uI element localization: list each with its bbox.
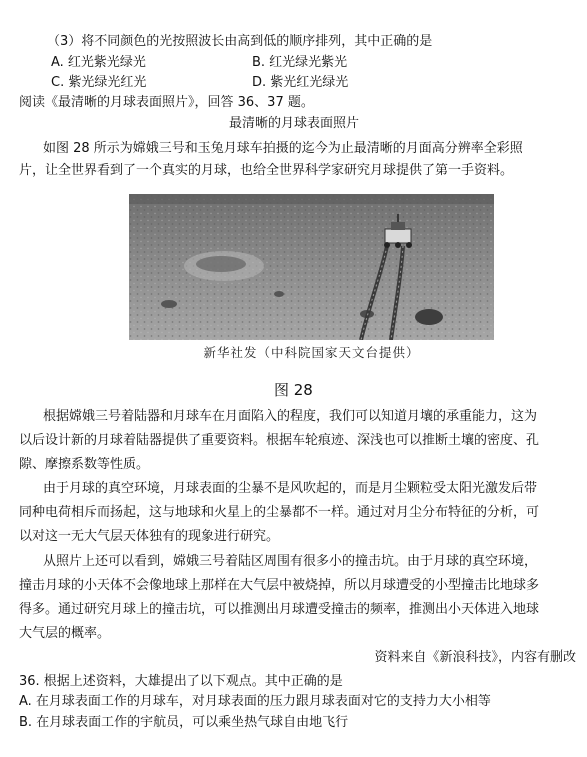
- paragraph-line: 以对这一无大气层天体独有的现象进行研究。: [19, 529, 280, 544]
- option-c: C. 紫光绿光红光: [51, 75, 147, 90]
- lunar-photo-image: [129, 194, 494, 340]
- paragraph-line: 以后设计新的月球着陆器提供了重要资料。根据车轮痕迹、深浅也可以推断土壤的密度、孔: [19, 433, 540, 448]
- paragraph-line: 撞击月球的小天体不会像地球上那样在大气层中被烧掉，所以月球遭受的小型撞击比地球多: [19, 578, 540, 593]
- reading-intro: 阅读《最清晰的月球表面照片》，回答 36、37 题。: [19, 95, 314, 110]
- paragraph-line: 得多。通过研究月球上的撞击坑，可以推测出月球遭受撞击的频率，推测出小天体进入地球: [19, 602, 540, 617]
- paragraph-line: 由于月球的真空环境，月球表面的尘暴不是风吹起的，而是月尘颗粒受太阳光激发后带: [43, 481, 538, 496]
- paragraph-line: 从照片上还可以看到，嫦娥三号着陆区周围有很多小的撞击坑。由于月球的真空环境，: [43, 554, 538, 569]
- paragraph-line: 隙、摩擦系数等性质。: [19, 457, 150, 472]
- source-note: 资料来自《新浪科技》，内容有删改: [374, 650, 576, 665]
- option-a: A. 红光紫光绿光: [51, 55, 146, 70]
- photo-caption: 新华社发（中科院国家天文台提供）: [129, 340, 494, 366]
- paragraph-line: 大气层的概率。: [19, 626, 111, 641]
- paragraph-line: 同种电荷相斥而扬起，这与地球和火星上的尘暴都不一样。通过对月尘分布特征的分析，可: [19, 505, 540, 520]
- reading-title: 最清晰的月球表面照片: [229, 116, 360, 131]
- option-b: B. 在月球表面工作的宇航员，可以乘坐热气球自由地飞行: [19, 715, 349, 730]
- question-3-stem: （3）将不同颜色的光按照波长由高到低的顺序排列，其中正确的是: [47, 34, 433, 49]
- moon-surface-photo: [129, 194, 494, 366]
- paragraph-line: 如图 28 所示为嫦娥三号和玉兔月球车拍摄的迄今为止最清晰的月面高分辨率全彩照: [43, 141, 523, 156]
- option-b: B. 红光绿光紫光: [252, 55, 348, 70]
- paragraph-line: 根据嫦娥三号着陆器和月球车在月面陷入的程度，我们可以知道月壤的承重能力，这为: [43, 409, 538, 424]
- figure-label: 图 28: [274, 381, 313, 399]
- option-d: D. 紫光红光绿光: [252, 75, 349, 90]
- paragraph-line: 片，让全世界看到了一个真实的月球，也给全世界科学家研究月球提供了第一手资料。: [19, 163, 514, 178]
- question-36-stem: 36. 根据上述资料，大雄提出了以下观点。其中正确的是: [19, 674, 343, 689]
- option-a: A. 在月球表面工作的月球车，对月球表面的压力跟月球表面对它的支持力大小相等: [19, 694, 491, 709]
